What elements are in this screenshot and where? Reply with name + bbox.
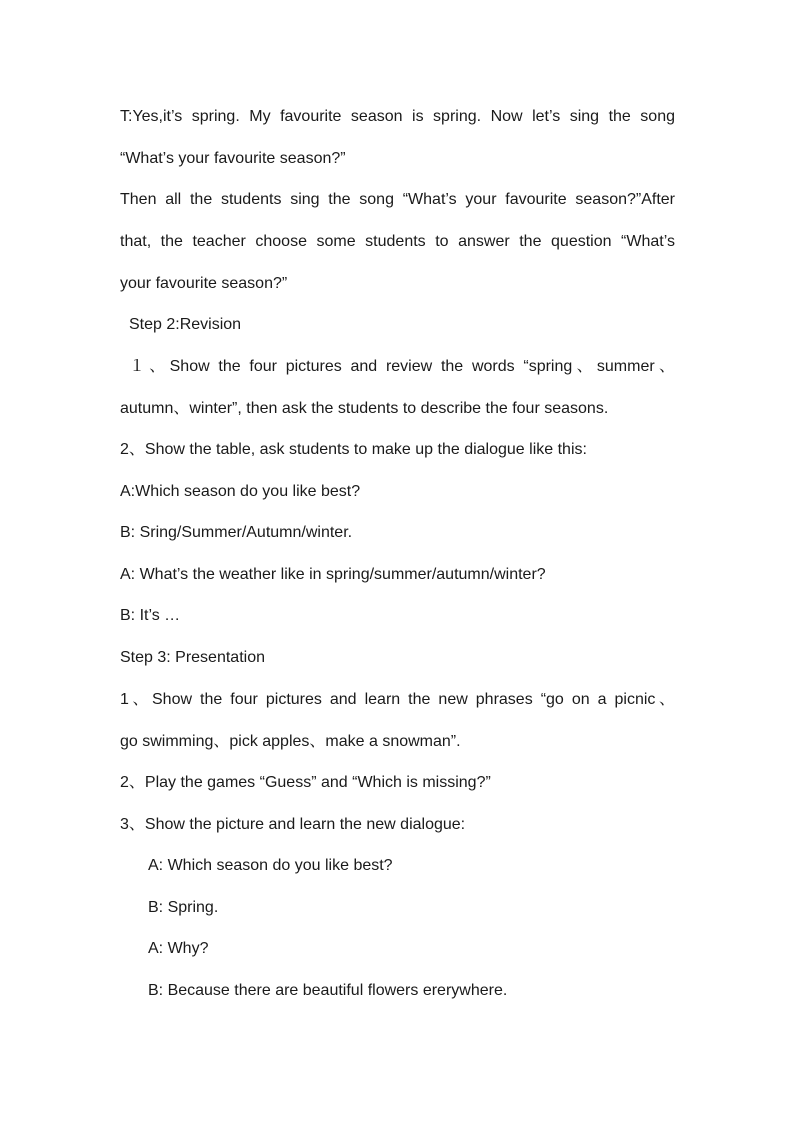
paragraph-line: your favourite season?” (120, 275, 288, 292)
list-item: １、Show the four pictures and review the words “spring、summer、 (129, 358, 675, 375)
list-item-continuation: autumn、winter”, then ask the students to describe the four seasons. (120, 400, 609, 417)
list-item-continuation: go swimming、pick apples、make a snowman”. (120, 733, 461, 750)
dialogue-line: B: Sring/Summer/Autumn/winter. (120, 524, 353, 541)
list-item: 1、Show the four pictures and learn the new phrases “go on a picnic、 (120, 691, 675, 708)
paragraph-line: T:Yes,it’s spring. My favourite season is spring. Now let’s sing the song (120, 108, 675, 125)
list-item: 2、Show the table, ask students to make up the dialogue like this: (120, 441, 587, 458)
dialogue-line: B: It’s … (120, 607, 181, 624)
paragraph-line: that, the teacher choose some students to answer the question “What’s (120, 233, 675, 250)
list-item: 3、Show the picture and learn the new dialogue: (120, 816, 466, 833)
paragraph-line: “What’s your favourite season?” (120, 150, 346, 167)
dialogue-line: A: Which season do you like best? (148, 857, 393, 874)
dialogue-line: B: Because there are beautiful flowers ererywhere. (148, 982, 508, 999)
dialogue-line: B: Spring. (148, 899, 219, 916)
section-heading-step-3: Step 3: Presentation (120, 649, 265, 666)
dialogue-line: A: Why? (148, 940, 209, 957)
dialogue-line: A:Which season do you like best? (120, 483, 361, 500)
section-heading-step-2: Step 2:Revision (129, 316, 242, 333)
paragraph-line: Then all the students sing the song “What’s your favourite season?”After (120, 191, 675, 208)
dialogue-line: A: What’s the weather like in spring/summer/autumn/winter? (120, 566, 546, 583)
list-item: 2、Play the games “Guess” and “Which is missing?” (120, 774, 491, 791)
